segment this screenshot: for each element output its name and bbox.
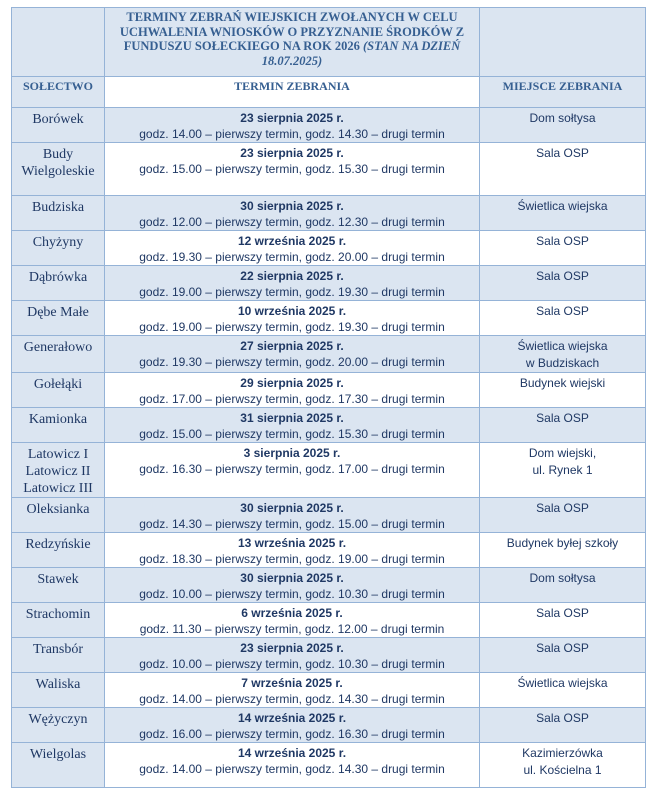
table-row [12,301,646,336]
column-header-date: TERMIN ZEBRANIA [234,79,350,93]
place-cell [480,373,646,408]
meeting-date: 31 sierpnia 2025 r. [240,411,344,425]
place-cell [480,743,646,788]
village-name: Gołełąki [33,377,83,392]
village-cell [12,108,105,143]
header-cell-village [12,77,105,108]
meeting-times: godz. 15.00 – pierwszy termin, godz. 15.30 – drugi termin [139,162,445,176]
meeting-place: Sala OSP [536,606,589,620]
place-cell [480,498,646,533]
meeting-place: Budynek wiejski [519,376,606,390]
meeting-place: Dom sołtysa [529,571,596,585]
table-row [12,196,646,231]
village-cell [12,603,105,638]
meeting-times: godz. 10.00 – pierwszy termin, godz. 10.30 – drugi termin [139,657,445,671]
schedule-document [11,7,646,788]
meeting-date: 27 sierpnia 2025 r. [240,339,344,353]
table-row [12,231,646,266]
meeting-times: godz. 15.00 – pierwszy termin, godz. 15.30 – drugi termin [139,427,445,441]
village-cell [12,408,105,443]
meeting-date: 30 sierpnia 2025 r. [240,571,344,585]
document-title [105,8,479,68]
date-cell [105,301,480,336]
meeting-date: 12 września 2025 r. [237,234,347,248]
village-name: Generałowo [23,340,93,355]
date-cell [105,231,480,266]
date-cell [105,443,480,498]
date-cell [105,498,480,533]
village-name: Kamionka [28,412,88,427]
column-header-village: SOŁECTWO [22,79,94,93]
village-cell [12,196,105,231]
village-cell [12,673,105,708]
village-name: Dąbrówka [28,270,88,285]
meeting-schedule-table [11,7,646,788]
meeting-place: Sala OSP [536,411,589,425]
table-row [12,443,646,498]
meeting-times: godz. 14.00 – pierwszy termin, godz. 14.30 – drugi termin [139,762,445,776]
village-name: Wężyczyn [28,712,88,727]
meeting-date: 14 września 2025 r. [237,746,347,760]
table-row [12,498,646,533]
meeting-date: 29 sierpnia 2025 r. [240,376,344,390]
place-cell [480,603,646,638]
meeting-date: 23 sierpnia 2025 r. [240,111,344,125]
meeting-date: 30 sierpnia 2025 r. [240,199,344,213]
table-row [12,143,646,196]
village-name: Oleksianka [26,502,90,517]
meeting-times: godz. 14.00 – pierwszy termin, godz. 14.30 – drugi termin [139,692,445,706]
table-row [12,533,646,568]
village-name: Chyżyny [32,235,84,250]
village-cell [12,301,105,336]
table-row [12,638,646,673]
place-cell [480,638,646,673]
village-name: Budziska [31,200,85,215]
meeting-times: godz. 14.00 – pierwszy termin, godz. 14.30 – drugi termin [139,127,445,141]
date-cell [105,708,480,743]
header-row [12,77,646,108]
village-cell [12,373,105,408]
table-row [12,743,646,788]
meeting-date: 23 sierpnia 2025 r. [240,146,344,160]
meeting-times: godz. 19.00 – pierwszy termin, godz. 19.30 – drugi termin [139,320,445,334]
date-cell [105,408,480,443]
table-row [12,336,646,373]
place-cell [480,568,646,603]
meeting-place: Sala OSP [536,641,589,655]
meeting-place: Świetlica wiejska w Budziskach [517,339,608,370]
meeting-date: 22 sierpnia 2025 r. [240,269,344,283]
meeting-place: Sala OSP [536,234,589,248]
title-main: TERMINY ZEBRAŃ WIEJSKICH ZWOŁANYCH W CELU UCHWALENIA WNIOSKÓW O PRZYZNANIE ŚRODKÓW Z FUNDUSZU SOŁECKIEGO NA ROK 2026 [119,10,465,53]
meeting-times: godz. 19.00 – pierwszy termin, godz. 19.30 – drugi termin [139,285,445,299]
village-name: Stawek [37,572,79,587]
date-cell [105,638,480,673]
village-cell [12,143,105,196]
table-row [12,603,646,638]
place-cell [480,673,646,708]
meeting-place: Dom wiejski, ul. Rynek 1 [528,446,597,477]
meeting-times: godz. 16.30 – pierwszy termin, godz. 17.00 – drugi termin [139,462,445,476]
table-row [12,373,646,408]
village-name: Waliska [35,677,81,692]
village-cell [12,568,105,603]
meeting-place: Świetlica wiejska [517,199,608,213]
date-cell [105,196,480,231]
village-cell [12,443,105,498]
place-cell [480,443,646,498]
title-left-cell [12,8,105,77]
column-header-place: MIEJSCE ZEBRANIA [502,79,623,93]
header-cell-date [105,77,480,108]
village-name: Strachomin [25,607,91,622]
meeting-date: 23 sierpnia 2025 r. [240,641,344,655]
village-name: Transbór [32,642,84,657]
village-name: Borówek [32,112,84,127]
title-cell [105,8,480,77]
meeting-place: Dom sołtysa [529,111,596,125]
meeting-place: Budynek byłej szkoły [506,536,619,550]
meeting-place: Sala OSP [536,304,589,318]
meeting-times: godz. 18.30 – pierwszy termin, godz. 19.00 – drugi termin [139,552,445,566]
table-row [12,266,646,301]
date-cell [105,266,480,301]
meeting-date: 6 września 2025 r. [241,606,343,620]
meeting-place: Kazimierzówka ul. Kościelna 1 [522,746,603,777]
place-cell [480,196,646,231]
meeting-times: godz. 16.00 – pierwszy termin, godz. 16.30 – drugi termin [139,727,445,741]
meeting-date: 7 września 2025 r. [241,676,343,690]
table-row [12,708,646,743]
title-right-cell [480,8,646,77]
village-cell [12,743,105,788]
place-cell [480,408,646,443]
meeting-date: 14 września 2025 r. [237,711,347,725]
date-cell [105,603,480,638]
date-cell [105,568,480,603]
meeting-date: 13 września 2025 r. [237,536,347,550]
place-cell [480,231,646,266]
meeting-times: godz. 14.30 – pierwszy termin, godz. 15.00 – drugi termin [139,517,445,531]
meeting-place: Sala OSP [536,501,589,515]
meeting-times: godz. 19.30 – pierwszy termin, godz. 20.00 – drugi termin [139,250,445,264]
date-cell [105,143,480,196]
meeting-times: godz. 11.30 – pierwszy termin, godz. 12.00 – drugi termin [139,622,445,636]
village-name: Wielgolas [29,747,87,762]
place-cell [480,266,646,301]
meeting-date: 10 września 2025 r. [237,304,347,318]
village-name: Latowicz I Latowicz II Latowicz III [23,447,93,496]
title-status: (STAN NA DZIEŃ 18.07.2025) [261,39,461,68]
meeting-date: 30 sierpnia 2025 r. [240,501,344,515]
table-row [12,568,646,603]
place-cell [480,301,646,336]
meeting-place: Sala OSP [536,711,589,725]
meeting-times: godz. 10.00 – pierwszy termin, godz. 10.30 – drugi termin [139,587,445,601]
meeting-date: 3 sierpnia 2025 r. [243,446,341,460]
village-cell [12,638,105,673]
meeting-times: godz. 19.30 – pierwszy termin, godz. 20.00 – drugi termin [139,355,445,369]
date-cell [105,336,480,373]
village-name: Budy Wielgoleskie [21,147,95,179]
table-row [12,408,646,443]
meeting-times: godz. 12.00 – pierwszy termin, godz. 12.30 – drugi termin [139,215,445,229]
title-row [12,8,646,77]
header-cell-place [480,77,646,108]
date-cell [105,743,480,788]
table-body [12,8,646,788]
date-cell [105,673,480,708]
meeting-times: godz. 17.00 – pierwszy termin, godz. 17.30 – drugi termin [139,392,445,406]
village-cell [12,231,105,266]
place-cell [480,708,646,743]
date-cell [105,108,480,143]
place-cell [480,533,646,568]
meeting-place: Sala OSP [536,269,589,283]
meeting-place: Sala OSP [536,146,589,160]
village-cell [12,498,105,533]
meeting-place: Świetlica wiejska [517,676,608,690]
place-cell [480,108,646,143]
village-name: Redzyńskie [25,537,91,552]
village-cell [12,708,105,743]
village-name: Dębe Małe [27,305,89,320]
date-cell [105,533,480,568]
village-cell [12,336,105,373]
table-row [12,673,646,708]
date-cell [105,373,480,408]
place-cell [480,143,646,196]
village-cell [12,266,105,301]
table-row [12,108,646,143]
village-cell [12,533,105,568]
place-cell [480,336,646,373]
